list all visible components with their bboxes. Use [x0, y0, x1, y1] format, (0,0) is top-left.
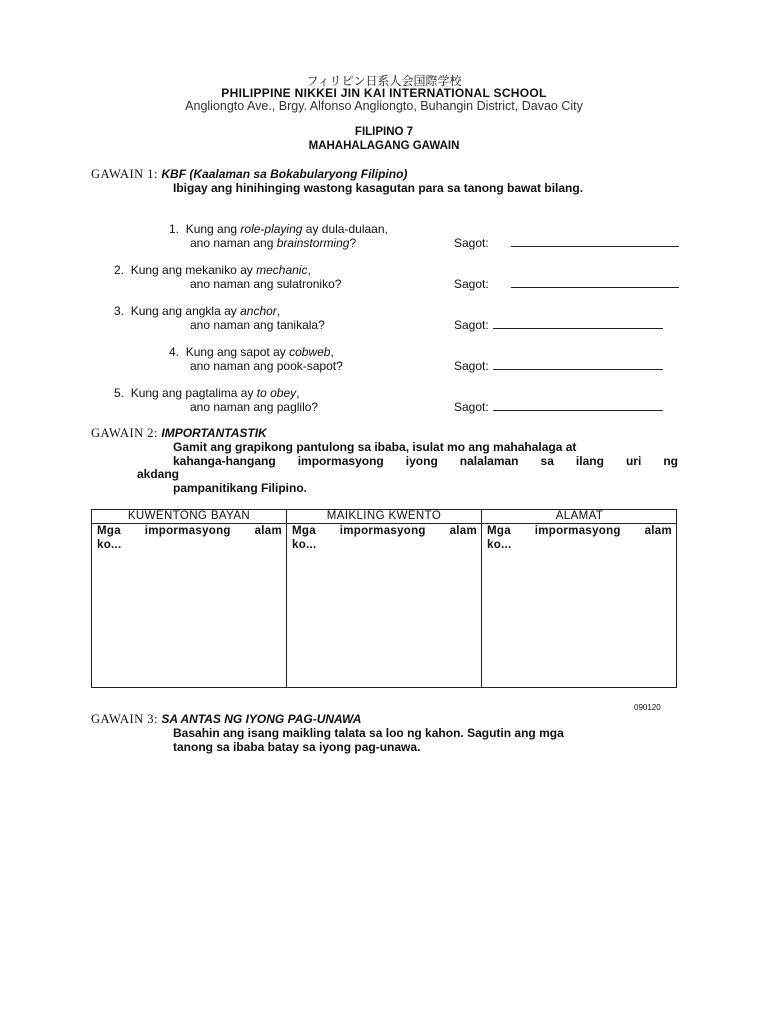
- header-kuwentong-bayan: KUWENTONG BAYAN: [127, 510, 251, 522]
- gawain2-label: GAWAIN 2:: [91, 426, 159, 440]
- question-1-line2: ano naman ang brainstorming?: [190, 236, 357, 250]
- gawain2-instruction-line2: kahanga-hangang impormasyong iyong nalalaman sa ilang uri ng: [173, 454, 678, 468]
- column-divider: [286, 510, 287, 687]
- question-5-line2: ano naman ang paglilo?: [190, 400, 319, 414]
- answer-1[interactable]: Sagot:: [454, 236, 679, 250]
- answer-4[interactable]: Sagot:: [454, 359, 663, 373]
- question-2-line2: ano naman ang sulatroniko?: [190, 277, 342, 291]
- gawain3-instruction-line1: Basahin ang isang maikling talata sa loo ng kahon. Sagutin ang mga: [173, 726, 564, 740]
- cell-maikling-kwento[interactable]: Mga impormasyong alam ko...: [292, 525, 477, 551]
- column-divider: [481, 510, 482, 687]
- gawain2-heading: [91, 426, 267, 441]
- gawain3-label: GAWAIN 3:: [91, 712, 159, 726]
- gawain3-instruction-line2: tanong sa ibaba batay sa iyong pag-unawa.: [173, 740, 421, 754]
- gawain3-heading: [91, 712, 361, 727]
- school-address: Angliongto Ave., Brgy. Alfonso Angliongto, Buhangin District, Davao City: [185, 99, 583, 113]
- subject-subtitle: MAHAHALAGANG GAWAIN: [308, 140, 460, 152]
- header-alamat: ALAMAT: [555, 510, 604, 522]
- page-code: 090120: [634, 703, 661, 712]
- gawain2-title: IMPORTANTASTIK: [161, 426, 267, 440]
- question-4-line2: ano naman ang pook-sapot?: [190, 359, 343, 373]
- answer-5[interactable]: Sagot:: [454, 400, 663, 414]
- question-4-line1: 4. Kung ang sapot ay cobweb,: [169, 345, 334, 359]
- cell-kuwentong-bayan[interactable]: Mga impormasyong alam ko...: [97, 525, 282, 551]
- gawain2-instruction-line1: Gamit ang grapikong pantulong sa ibaba, isulat mo ang mahahalaga at: [173, 440, 577, 454]
- gawain1-heading: [91, 167, 407, 182]
- question-3-line2: ano naman ang tanikala?: [190, 318, 325, 332]
- answer-3[interactable]: Sagot:: [454, 318, 663, 332]
- graphic-organizer-table: [91, 509, 677, 688]
- answer-2[interactable]: Sagot:: [454, 277, 679, 291]
- gawain3-title: SA ANTAS NG IYONG PAG-UNAWA: [161, 712, 362, 726]
- subject-title: FILIPINO 7: [354, 126, 414, 138]
- gawain1-instruction: Ibigay ang hinihinging wastong kasagutan para sa tanong bawat bilang.: [173, 181, 584, 195]
- header-maikling-kwento: MAIKLING KWENTO: [326, 510, 442, 522]
- question-2-line1: 2. Kung ang mekaniko ay mechanic,: [114, 263, 311, 277]
- school-name: PHILIPPINE NIKKEI JIN KAI INTERNATIONAL SCHOOL: [221, 86, 547, 100]
- question-3-line1: 3. Kung ang angkla ay anchor,: [114, 304, 281, 318]
- gawain2-instruction-line3: akdang: [137, 467, 180, 481]
- cell-alamat[interactable]: Mga impormasyong alam ko...: [487, 525, 672, 551]
- gawain1-title: KBF (Kaalaman sa Bokabularyong Filipino): [161, 167, 408, 181]
- question-5-line1: 5. Kung ang pagtalima ay to obey,: [114, 386, 300, 400]
- question-1-line1: 1. Kung ang role-playing ay dula-dulaan,: [169, 222, 388, 236]
- school-name-japanese: フィリピン日系人会国際学校: [306, 74, 462, 88]
- gawain1-label: GAWAIN 1:: [91, 167, 159, 181]
- gawain2-instruction-line4: pampanitikang Filipino.: [173, 481, 308, 495]
